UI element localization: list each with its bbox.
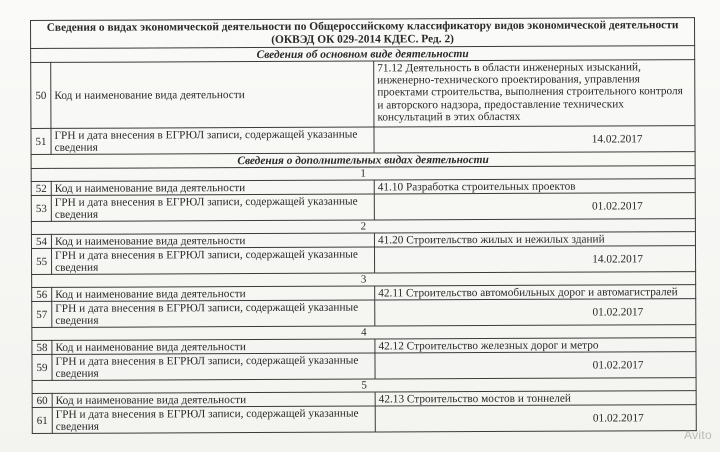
table-header-row (31, 18, 695, 49)
row-number: 55 (31, 248, 51, 274)
row-label: Код и наименование вида деятельности (51, 61, 374, 128)
row-label: ГРН и дата внесения в ЕГРЮЛ записи, содержащей указанные сведения (52, 353, 375, 380)
row-number: 58 (32, 340, 52, 354)
item-index: 4 (32, 325, 696, 341)
row-value: 42.11 Строительство автомобильных дорог и автомагистралей (375, 285, 696, 300)
row-label: ГРН и дата внесения в ЕГРЮЛ записи, содержащей указанные сведения (52, 406, 375, 433)
row-number: 53 (31, 195, 51, 221)
row-label: ГРН и дата внесения в ЕГРЮЛ записи, содержащей указанные сведения (52, 300, 375, 327)
row-value: 42.12 Строительство железных дорог и метро (375, 338, 696, 353)
section-title-additional: Сведения о дополнительных видах деятельности (31, 152, 695, 169)
item-index: 5 (32, 378, 696, 394)
row-value: 14.02.2017 (374, 126, 695, 153)
item-index: 1 (31, 166, 695, 182)
row-number: 51 (31, 128, 51, 154)
watermark-text: Avito (684, 428, 712, 442)
row-value: 14.02.2017 (374, 246, 695, 273)
row-number: 60 (32, 393, 52, 407)
row-label: Код и наименование вида деятельности (52, 286, 375, 301)
table-row (31, 193, 695, 222)
row-value: 41.10 Разработка строительных проектов (374, 179, 695, 194)
item-index: 2 (31, 219, 695, 235)
item-index: 3 (32, 272, 696, 288)
row-value: 01.02.2017 (375, 299, 696, 326)
row-value: 01.02.2017 (374, 193, 695, 220)
row-label: ГРН и дата внесения в ЕГРЮЛ записи, содержащей указанные сведения (51, 247, 374, 274)
row-number: 56 (32, 287, 52, 301)
table-row (32, 405, 696, 434)
header-line2: (ОКВЭД ОК 029-2014 КДЕС. Ред. 2) (271, 32, 454, 46)
table-header (31, 18, 695, 49)
row-number: 54 (31, 234, 51, 248)
row-number: 61 (32, 407, 52, 433)
table-row (32, 299, 696, 328)
row-number: 59 (32, 354, 52, 380)
table-row (31, 246, 695, 275)
row-value: 42.13 Строительство мостов и тоннелей (375, 391, 696, 406)
row-label: ГРН и дата внесения в ЕГРЮЛ записи, содержащей указанные сведения (51, 194, 374, 221)
row-number: 57 (32, 301, 52, 327)
row-number: 50 (31, 62, 51, 128)
table-row (32, 352, 696, 381)
row-label: ГРН и дата внесения в ЕГРЮЛ записи, содержащей указанные сведения (51, 127, 374, 154)
table-row (31, 126, 695, 155)
row-label: Код и наименование вида деятельности (51, 233, 374, 248)
row-value: 41.20 Строительство жилых и нежилых зданий (374, 232, 695, 247)
row-label: Код и наименование вида деятельности (52, 339, 375, 354)
row-value: 01.02.2017 (375, 405, 696, 432)
okved-table (30, 17, 697, 434)
row-value: 71.12 Деятельность в области инженерных изысканий, инженерно-технического проектирования, управления проектами строительства, выполнения строительного контроля и авторского надзора, предоставление технических консультаций в этих областях (374, 60, 695, 127)
row-number: 52 (31, 181, 51, 195)
row-label: Код и наименование вида деятельности (51, 180, 374, 195)
row-label: Код и наименование вида деятельности (52, 392, 375, 407)
table-row (31, 60, 695, 129)
header-line1: Сведения о видах экономической деятельности по Общероссийскому классификатору видов экономической деятельности (46, 19, 679, 34)
row-value: 01.02.2017 (375, 352, 696, 379)
section-title-main: Сведения об основном виде деятельности (31, 46, 695, 63)
